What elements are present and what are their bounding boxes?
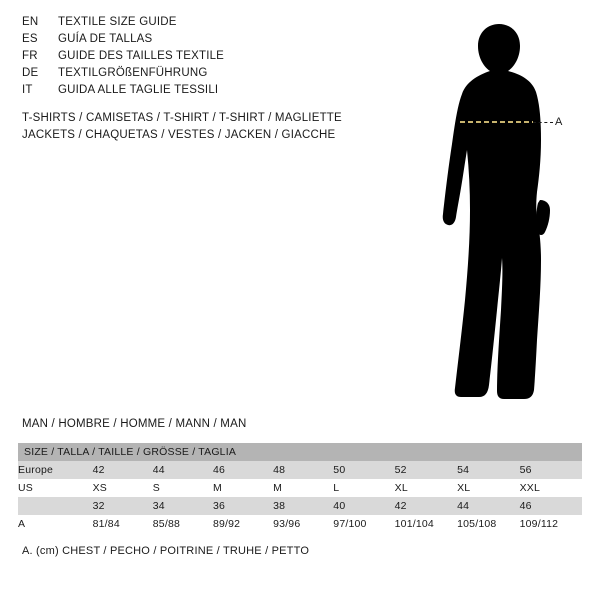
cell: XL [395,479,457,497]
cell: 46 [213,461,273,479]
row-label [18,497,93,515]
cell: 46 [520,497,582,515]
table-row [18,515,582,533]
language-row [22,67,362,84]
cell: XL [457,479,519,497]
cell: 54 [457,461,519,479]
cell: 32 [93,497,153,515]
cell: 38 [273,497,333,515]
row-label: Europe [18,461,93,479]
cell: 52 [395,461,457,479]
cell: 50 [333,461,394,479]
table-header-row [18,443,582,461]
language-text: TEXTILGRÖßENFÜHRUNG [58,67,208,79]
language-row [22,50,362,67]
table-row [18,461,582,479]
row-label: A [18,515,93,533]
language-list [22,16,362,101]
size-table [18,443,582,533]
category-line: JACKETS / CHAQUETAS / VESTES / JACKEN / GIACCHE [22,129,336,141]
language-row [22,84,362,101]
cell: 44 [457,497,519,515]
table-header-label: SIZE / TALLA / TAILLE / GRÖSSE / TAGLIA [24,446,237,458]
cell: 42 [395,497,457,515]
table-title: MAN / HOMBRE / HOMME / MANN / MAN [22,418,247,430]
table-row [18,479,582,497]
language-row [22,16,362,33]
row-label: US [18,479,93,497]
cell: 56 [520,461,582,479]
cell: 40 [333,497,394,515]
language-text: GUIDA ALLE TAGLIE TESSILI [58,84,219,96]
cell: 42 [93,461,153,479]
language-text: GUIDE DES TAILLES TEXTILE [58,50,225,62]
cell: M [273,479,333,497]
cell: 34 [153,497,213,515]
category-line: T-SHIRTS / CAMISETAS / T-SHIRT / T-SHIRT / MAGLIETTE [22,112,342,124]
language-code: EN [22,16,39,28]
table-row [18,497,582,515]
cell: 105/108 [457,515,519,533]
language-code: IT [22,84,33,96]
cell: S [153,479,213,497]
cell: 85/88 [153,515,213,533]
cell: M [213,479,273,497]
language-text: GUÍA DE TALLAS [58,33,153,45]
language-code: ES [22,33,38,45]
cell: 89/92 [213,515,273,533]
cell: 101/104 [395,515,457,533]
category-list [22,110,422,144]
cell: 109/112 [520,515,582,533]
language-text: TEXTILE SIZE GUIDE [58,16,177,28]
measure-label-a: A [555,116,563,128]
cell: 93/96 [273,515,333,533]
man-silhouette-icon [400,10,600,410]
footnote: A. (cm) CHEST / PECHO / POITRINE / TRUHE / PETTO [22,545,310,557]
cell: 36 [213,497,273,515]
cell: 44 [153,461,213,479]
cell: XXL [520,479,582,497]
language-row [22,33,362,50]
body-figure [400,10,600,410]
cell: XS [93,479,153,497]
language-code: FR [22,50,38,62]
measure-leader-line [533,122,553,124]
language-code: DE [22,67,39,79]
cell: 48 [273,461,333,479]
cell: 81/84 [93,515,153,533]
cell: L [333,479,394,497]
cell: 97/100 [333,515,394,533]
